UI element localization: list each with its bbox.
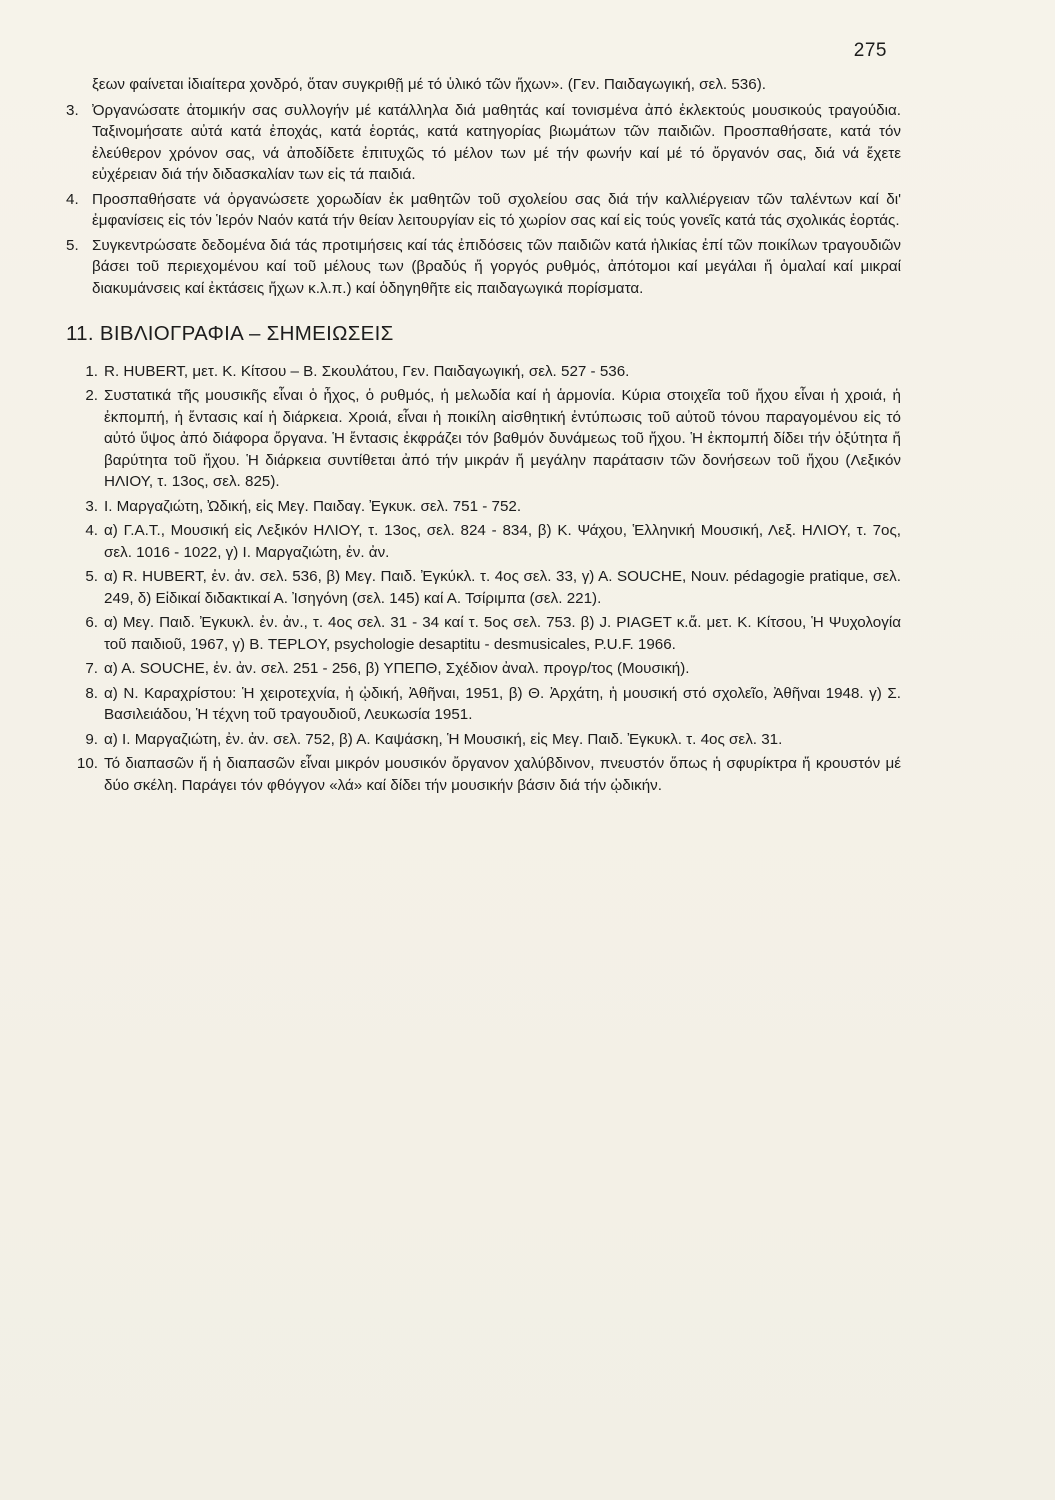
reference-list	[66, 361, 901, 797]
reference-item-4	[66, 520, 901, 563]
reference-item-2	[66, 385, 901, 493]
reference-item-8	[66, 683, 901, 726]
reference-item-6	[66, 612, 901, 655]
reference-number: 2.	[85, 387, 98, 404]
continuation-paragraph: ξεων φαίνεται ἰδιαίτερα χονδρό, ὅταν συγκριθῇ μέ τό ὑλικό τῶν ἤχων». (Γεν. Παιδαγωγική, σελ. 536).	[92, 76, 766, 93]
page-number: 275	[853, 40, 887, 61]
exercise-number: 4.	[66, 190, 79, 208]
reference-number: 8.	[85, 684, 98, 702]
exercise-number: 5.	[66, 236, 79, 254]
exercise-text: Ὀργανώσατε ἀτομικήν σας συλλογήν μέ κατάλληλα διά μαθητάς καί τονισμένα ἀπό ἐκλεκτούς μουσικούς τραγούδια. Ταξινομήσατε αὐτά κατά ἐποχάς, κατά ἑορτάς, κατά κατηγορίας βιωμάτων τῶν παιδιῶν. Προσπαθήσατε, κατά τόν ἐλεύθερον χρόνον σας, νά ἀποδίδετε ἐπιτυχῶς τό μέλον των μέ τήν φωνήν καί μέ τό ὄργανόν σας, διά νά ἔχετε εὐχέρειαν διά τήν διδασκαλίαν των εἰς τά παιδιά.	[92, 101, 901, 183]
reference-number: 6.	[85, 614, 98, 631]
reference-item-1	[66, 361, 901, 383]
reference-text: Συστατικά τῆς μουσικῆς εἶναι ὁ ἦχος, ὁ ρυθμός, ἡ μελωδία καί ἡ ἁρμονία. Κύρια στοιχεῖα τοῦ ἤχου εἶναι ἡ χροιά, ἡ ἐκπομπή, ἡ ἔντασις καί ἡ διάρκεια. Χροιά, εἶναι ἡ ποικίλη αἰσθητική ἐντύπωσις τοῦ αὐτοῦ τόνου παραγομένου εἰς τό αὐτό ὕψος ἀπό διάφορα ὄργανα. Ἡ ἔντασις ἐκφράζει τόν βαθμόν δυνάμεως τοῦ ἤχου. Ἡ ἐκπομπή δίδει τήν ὀξύτητα ἤ βαρύτητα τοῦ ἤχου. Ἡ διάρκεια συντίθεται ἀπό τήν μικράν ἤ μεγάλην παράτασιν τῶν δονήσεων τοῦ ἤχου (Λεξικόν ΗΛΙΟΥ, τ. 13ος, σελ. 825).	[104, 387, 901, 490]
reference-text: α) Μεγ. Παιδ. Ἐγκυκλ. ἐν. ἀν., τ. 4ος σελ. 31 - 34 καί τ. 5ος σελ. 753. β) J. PIAGET κ.ἄ. μετ. Κ. Κίτσου, Ἡ Ψυχολογία τοῦ παιδιοῦ, 1967, γ) Β. TEPLOY, psychologie desaptitu - desmusicales, P.U.F. 1966.	[104, 614, 901, 653]
exercise-item-4	[66, 189, 901, 232]
reference-text: α) Ι. Μαργαζιώτη, ἐν. ἀν. σελ. 752, β) Α. Καψάσκη, Ἡ Μουσική, εἰς Μεγ. Παιδ. Ἐγκυκλ. τ. 4ος σελ. 31.	[104, 730, 783, 748]
exercise-item-3	[66, 100, 901, 186]
exercise-number: 3.	[66, 101, 79, 119]
reference-item-3	[66, 496, 901, 518]
reference-number: 9.	[85, 730, 98, 748]
reference-text: R. HUBERT, μετ. Κ. Κίτσου – Β. Σκουλάτου, Γεν. Παιδαγωγική, σελ. 527 - 536.	[104, 362, 630, 380]
reference-number: 5.	[85, 568, 98, 585]
exercise-item-5	[66, 235, 901, 300]
section-heading: 11. ΒΙΒΛΙΟΓΡΑΦΙΑ – ΣΗΜΕΙΩΣΕΙΣ	[66, 322, 394, 345]
reference-number: 4.	[85, 522, 98, 539]
exercise-text: Προσπαθήσατε νά ὀργανώσετε χορωδίαν ἐκ μαθητῶν τοῦ σχολείου σας διά τήν καλλιέργειαν τῶν ταλέντων καί δι' ἐμφανίσεις εἰς τόν Ἱερόν Ναόν κατά τήν θείαν λειτουργίαν εἰς τό χωρίον σας καί εἰς τούς γονεῖς κατά τάς σχολικάς ἑορτάς.	[92, 190, 901, 229]
reference-text: α) Γ.Α.Τ., Μουσική εἰς Λεξικόν ΗΛΙΟΥ, τ. 13ος, σελ. 824 - 834, β) Κ. Ψάχου, Ἑλληνική Μουσική, Λεξ. ΗΛΙΟΥ, τ. 7ος, σελ. 1016 - 1022, γ) Ι. Μαργαζιώτη, ἐν. ἀν.	[104, 522, 901, 561]
reference-text: Τό διαπασῶν ἤ ἡ διαπασῶν εἶναι μικρόν μουσικόν ὄργανον χαλύβδινον, πνευστόν ὅπως ἡ σφυρίκτρα ἤ κρουστόν μέ δύο σκέλη. Παράγει τόν φθόγγον «λά» καί δίδει τήν μουσικήν βάσιν διά τήν ᾠδικήν.	[104, 755, 901, 794]
reference-text: α) Ν. Καραχρίστου: Ἡ χειροτεχνία, ἡ ᾠδική, Ἀθῆναι, 1951, β) Θ. Ἀρχάτη, ἡ μουσική στό σχολεῖο, Ἀθῆναι 1948. γ) Σ. Βασιλειάδου, Ἡ τέχνη τοῦ τραγουδιοῦ, Λευκωσία 1951.	[104, 684, 901, 723]
reference-number: 1.	[85, 362, 98, 380]
reference-item-7	[66, 658, 901, 680]
exercise-list	[66, 100, 901, 300]
reference-number: 7.	[85, 660, 98, 677]
exercise-text: Συγκεντρώσατε δεδομένα διά τάς προτιμήσεις καί τάς ἐπιδόσεις τῶν παιδιῶν κατά ἡλικίας ἐπί τῶν ποικίλων τραγουδιῶν βάσει τοῦ περιεχομένου καί τοῦ μέλους των (βραδύς ἤ γοργός ρυθμός, ἀπότομοι καί μεγάλαι ἤ ὁμαλαί καί μικραί διακυμάνσεις καί ἐκτάσεις ἤχων κ.λ.π.) καί ὁδηγηθῆτε εἰς παιδαγωγικά πορίσματα.	[92, 236, 901, 297]
reference-text: Ι. Μαργαζιώτη, Ὠδική, εἰς Μεγ. Παιδαγ. Ἐγκυκ. σελ. 751 - 752.	[104, 497, 522, 515]
reference-item-10	[66, 753, 901, 796]
page-content	[66, 74, 901, 799]
reference-text: α) Α. SOUCHE, ἐν. ἀν. σελ. 251 - 256, β) ΥΠΕΠΘ, Σχέδιον ἀναλ. προγρ/τος (Μουσική).	[104, 660, 690, 677]
reference-number: 10.	[76, 755, 98, 772]
reference-text: α) R. HUBERT, ἐν. ἀν. σελ. 536, β) Μεγ. Παιδ. Ἐγκύκλ. τ. 4ος σελ. 33, γ) Α. SOUCHE, Nouv. pédagogie pratique, σελ. 249, δ) Εἰδικαί διδακτικαί Α. Ἰσηγόνη (σελ. 145) καί Α. Τσίριμπα (σελ. 221).	[104, 568, 901, 607]
reference-number: 3.	[85, 497, 98, 515]
reference-item-9	[66, 729, 901, 751]
reference-item-5	[66, 566, 901, 609]
